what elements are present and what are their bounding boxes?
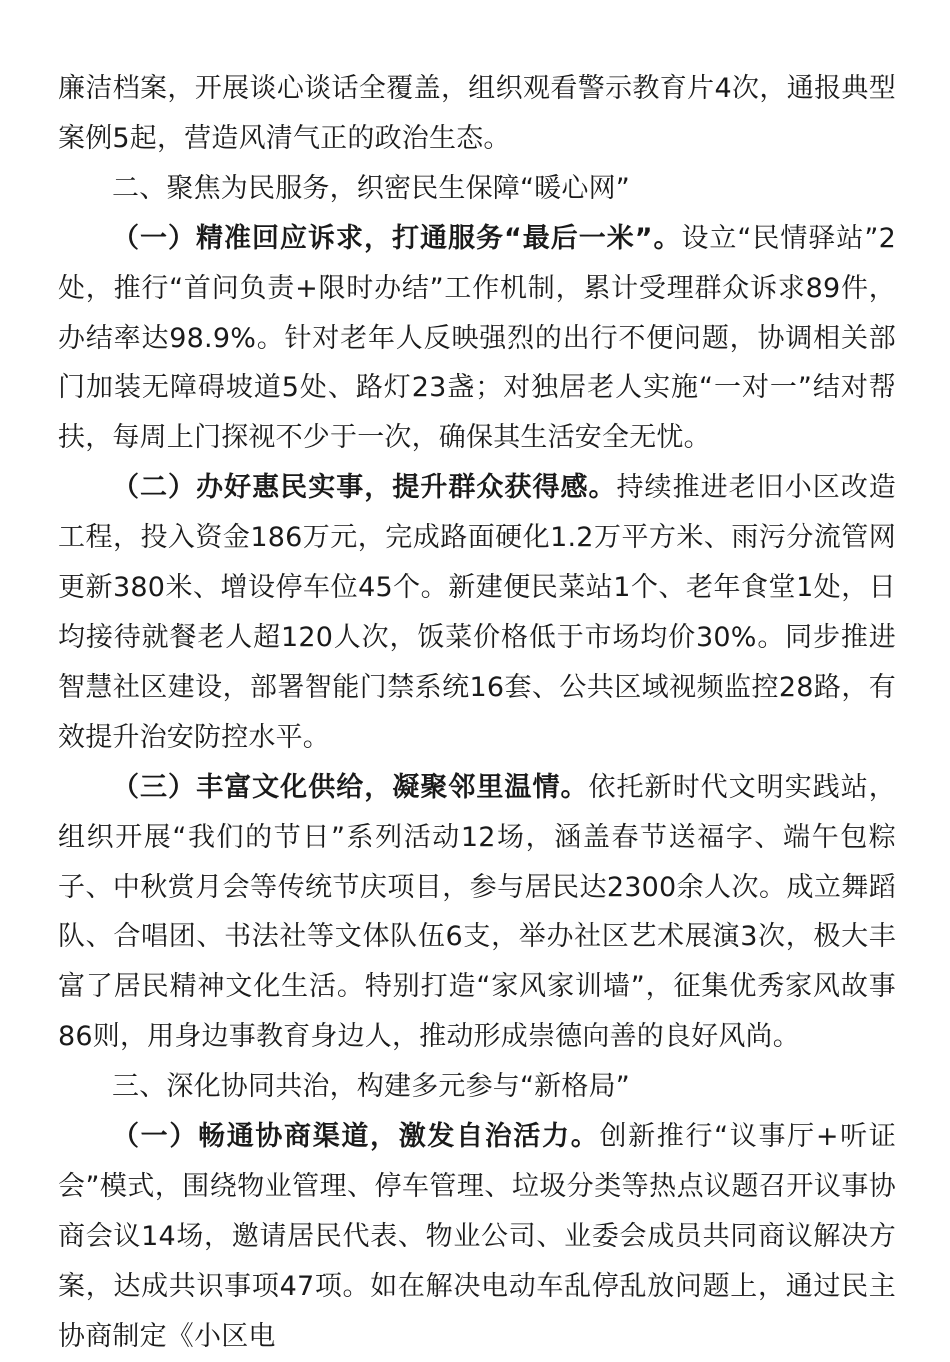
paragraph-lead: （三）丰富文化供给，凝聚邻里温情。 xyxy=(112,771,589,803)
section-heading-3 xyxy=(58,1062,896,1112)
paragraph-text: 创新推行“议事厅+听证会”模式，围绕物业管理、停车管理、垃圾分类等热点议题召开议事协商会议14场，邀请居民代表、物业公司、业委会成员共同商议解决方案，达成共识事项47项。如在解决电动车乱停乱放问题上，通过民主协商制定《小区电 xyxy=(58,1121,896,1352)
paragraph-text: 依托新时代文明实践站，组织开展“我们的节日”系列活动12场，涵盖春节送福字、端午包粽子、中秋赏月会等传统节庆项目，参与居民达2300余人次。成立舞蹈队、合唱团、书法社等文体队伍6支，举办社区艺术展演3次，极大丰富了居民精神文化生活。特别打造“家风家训墙”，征集优秀家风故事86则，用身边事教育身边人，推动形成崇德向善的良好风尚。 xyxy=(58,771,896,1053)
paragraph-lead: （一）畅通协商渠道，激发自治活力。 xyxy=(112,1121,600,1153)
document-body xyxy=(58,64,896,1362)
paragraph-lead: （一）精准回应诉求，打通服务“最后一米”。 xyxy=(112,222,682,254)
paragraph-text: 设立“民情驿站”2处，推行“首问负责+限时办结”工作机制，累计受理群众诉求89件，办结率达98.9%。针对老年人反映强烈的出行不便问题，协调相关部门加装无障碍坡道5处、路灯23盏；对独居老人实施“一对一”结对帮扶，每周上门探视不少于一次，确保其生活安全无忧。 xyxy=(58,222,896,454)
paragraph-continuation xyxy=(58,64,896,164)
section-heading-2 xyxy=(58,164,896,214)
heading-text: 二、聚焦为民服务，织密民生保障“暖心网” xyxy=(112,172,630,204)
paragraph-text: 廉洁档案，开展谈心谈话全覆盖，组织观看警示教育片4次，通报典型案例5起，营造风清气正的政治生态。 xyxy=(58,73,896,154)
paragraph-3-1 xyxy=(58,1112,896,1362)
paragraph-text: 持续推进老旧小区改造工程，投入资金186万元，完成路面硬化1.2万平方米、雨污分流管网更新380米、增设停车位45个。新建便民菜站1个、老年食堂1处，日均接待就餐老人超120人次，饭菜价格低于市场均价30%。同步推进智慧社区建设，部署智能门禁系统16套、公共区域视频监控28路，有效提升治安防控水平。 xyxy=(58,472,896,753)
paragraph-2-3 xyxy=(58,763,896,1062)
heading-text: 三、深化协同共治，构建多元参与“新格局” xyxy=(112,1071,630,1103)
paragraph-lead: （二）办好惠民实事，提升群众获得感。 xyxy=(112,472,617,504)
paragraph-2-1 xyxy=(58,214,896,464)
paragraph-2-2 xyxy=(58,463,896,762)
